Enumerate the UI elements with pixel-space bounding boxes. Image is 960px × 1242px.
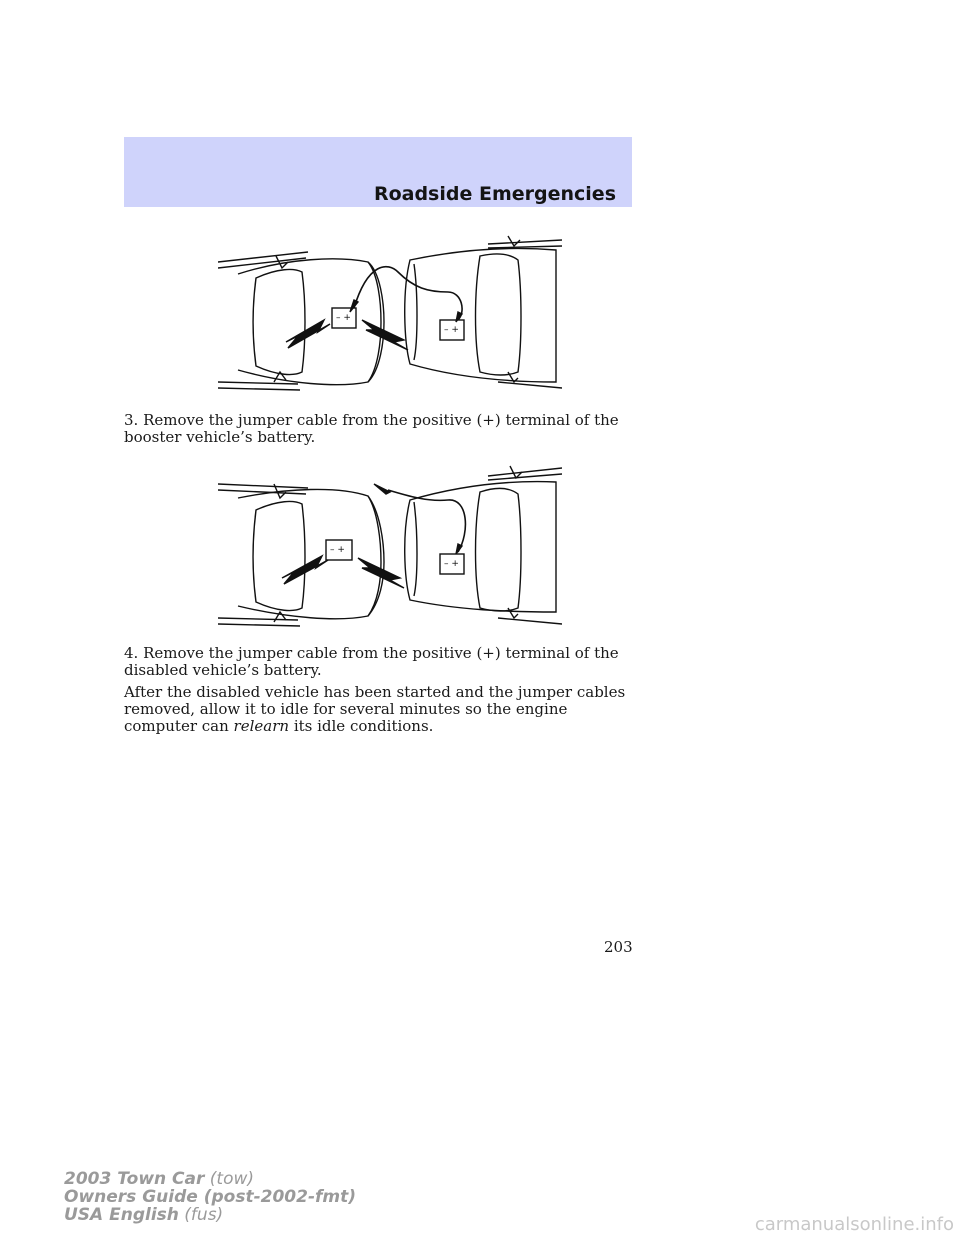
right-car-windshield	[476, 254, 522, 375]
step-4-text: 4. Remove the jumper cable from the positive (+) terminal of the disabled vehicle’s battery.	[124, 644, 619, 679]
watermark: carmanualsonline.info	[754, 1214, 954, 1235]
svg-text:– +: – +	[444, 559, 459, 569]
document-footer: 2003 Town Car (tow) Owners Guide (post-2002-fmt) USA English (fus)	[64, 1169, 357, 1225]
svg-text:– +: – +	[330, 545, 345, 555]
left-car-outline	[238, 259, 384, 385]
jumper-cable	[354, 267, 462, 320]
spark-icon	[286, 320, 330, 348]
section-header-band	[124, 137, 632, 207]
left-car-windshield	[253, 270, 305, 375]
jumper-diagram-connected	[218, 232, 562, 394]
right-car-outline	[405, 248, 556, 382]
page-number: 203	[604, 938, 633, 956]
section-title: Roadside Emergencies	[373, 183, 616, 205]
loose-cable	[388, 490, 465, 552]
spark-icon	[362, 320, 408, 350]
after-start-text: After the disabled vehicle has been started and the jumper cables removed, allow it to idle for several minutes so the engine computer can relearn its idle conditions.	[124, 683, 626, 735]
left-battery-label: – +	[336, 313, 351, 323]
step-3-text: 3. Remove the jumper cable from the positive (+) terminal of the booster vehicle’s battery.	[124, 411, 619, 446]
jumper-diagram-removed	[218, 462, 562, 634]
relearn-emphasis: relearn	[233, 717, 290, 735]
right-battery-label: – +	[444, 325, 459, 335]
